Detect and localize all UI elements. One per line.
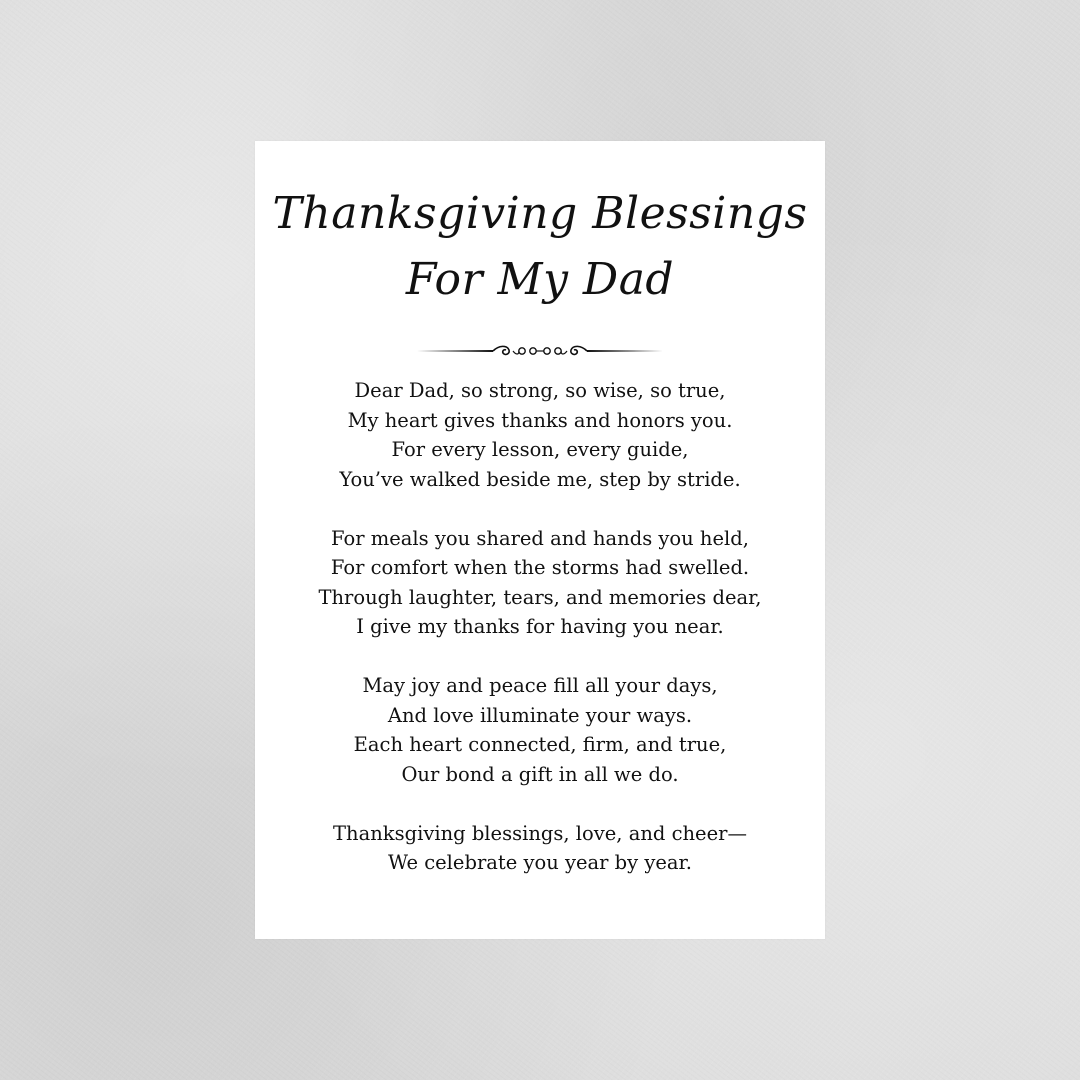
poem-line: May joy and peace fill all your days, xyxy=(362,674,718,697)
poem-line: Through laughter, tears, and memories dear, xyxy=(318,585,762,609)
poem-card xyxy=(255,141,825,939)
poem-line: And love illuminate your ways. xyxy=(387,703,693,727)
poem-line: Our bond a gift in all we do. xyxy=(401,762,679,786)
poem-stanza-1 xyxy=(255,376,825,494)
poem-line: You’ve walked beside me, step by stride. xyxy=(339,467,741,491)
poem-line: My heart gives thanks and honors you. xyxy=(347,408,733,432)
poem-line: For meals you shared and hands you held, xyxy=(331,526,749,550)
poem-line: For comfort when the storms had swelled. xyxy=(330,556,750,579)
poem-line: For every lesson, every guide, xyxy=(391,438,689,461)
poem-stanza-3 xyxy=(255,671,825,789)
poem-body xyxy=(255,376,825,878)
poem-line: Each heart connected, firm, and true, xyxy=(353,733,727,756)
poem-line: I give my thanks for having you near. xyxy=(356,615,724,638)
poem-title xyxy=(255,181,825,313)
poem-stanza-4 xyxy=(255,819,825,878)
poem-line: Dear Dad, so strong, so wise, so true, xyxy=(354,379,726,402)
poem-title-line-2: For My Dad xyxy=(405,254,675,305)
scroll-flourish-icon xyxy=(415,339,665,363)
poem-title-line-1: Thanksgiving Blessings xyxy=(272,188,808,239)
poem-line: We celebrate you year by year. xyxy=(388,851,692,874)
poem-line: Thanksgiving blessings, love, and cheer— xyxy=(333,821,747,845)
poem-stanza-2 xyxy=(255,524,825,642)
